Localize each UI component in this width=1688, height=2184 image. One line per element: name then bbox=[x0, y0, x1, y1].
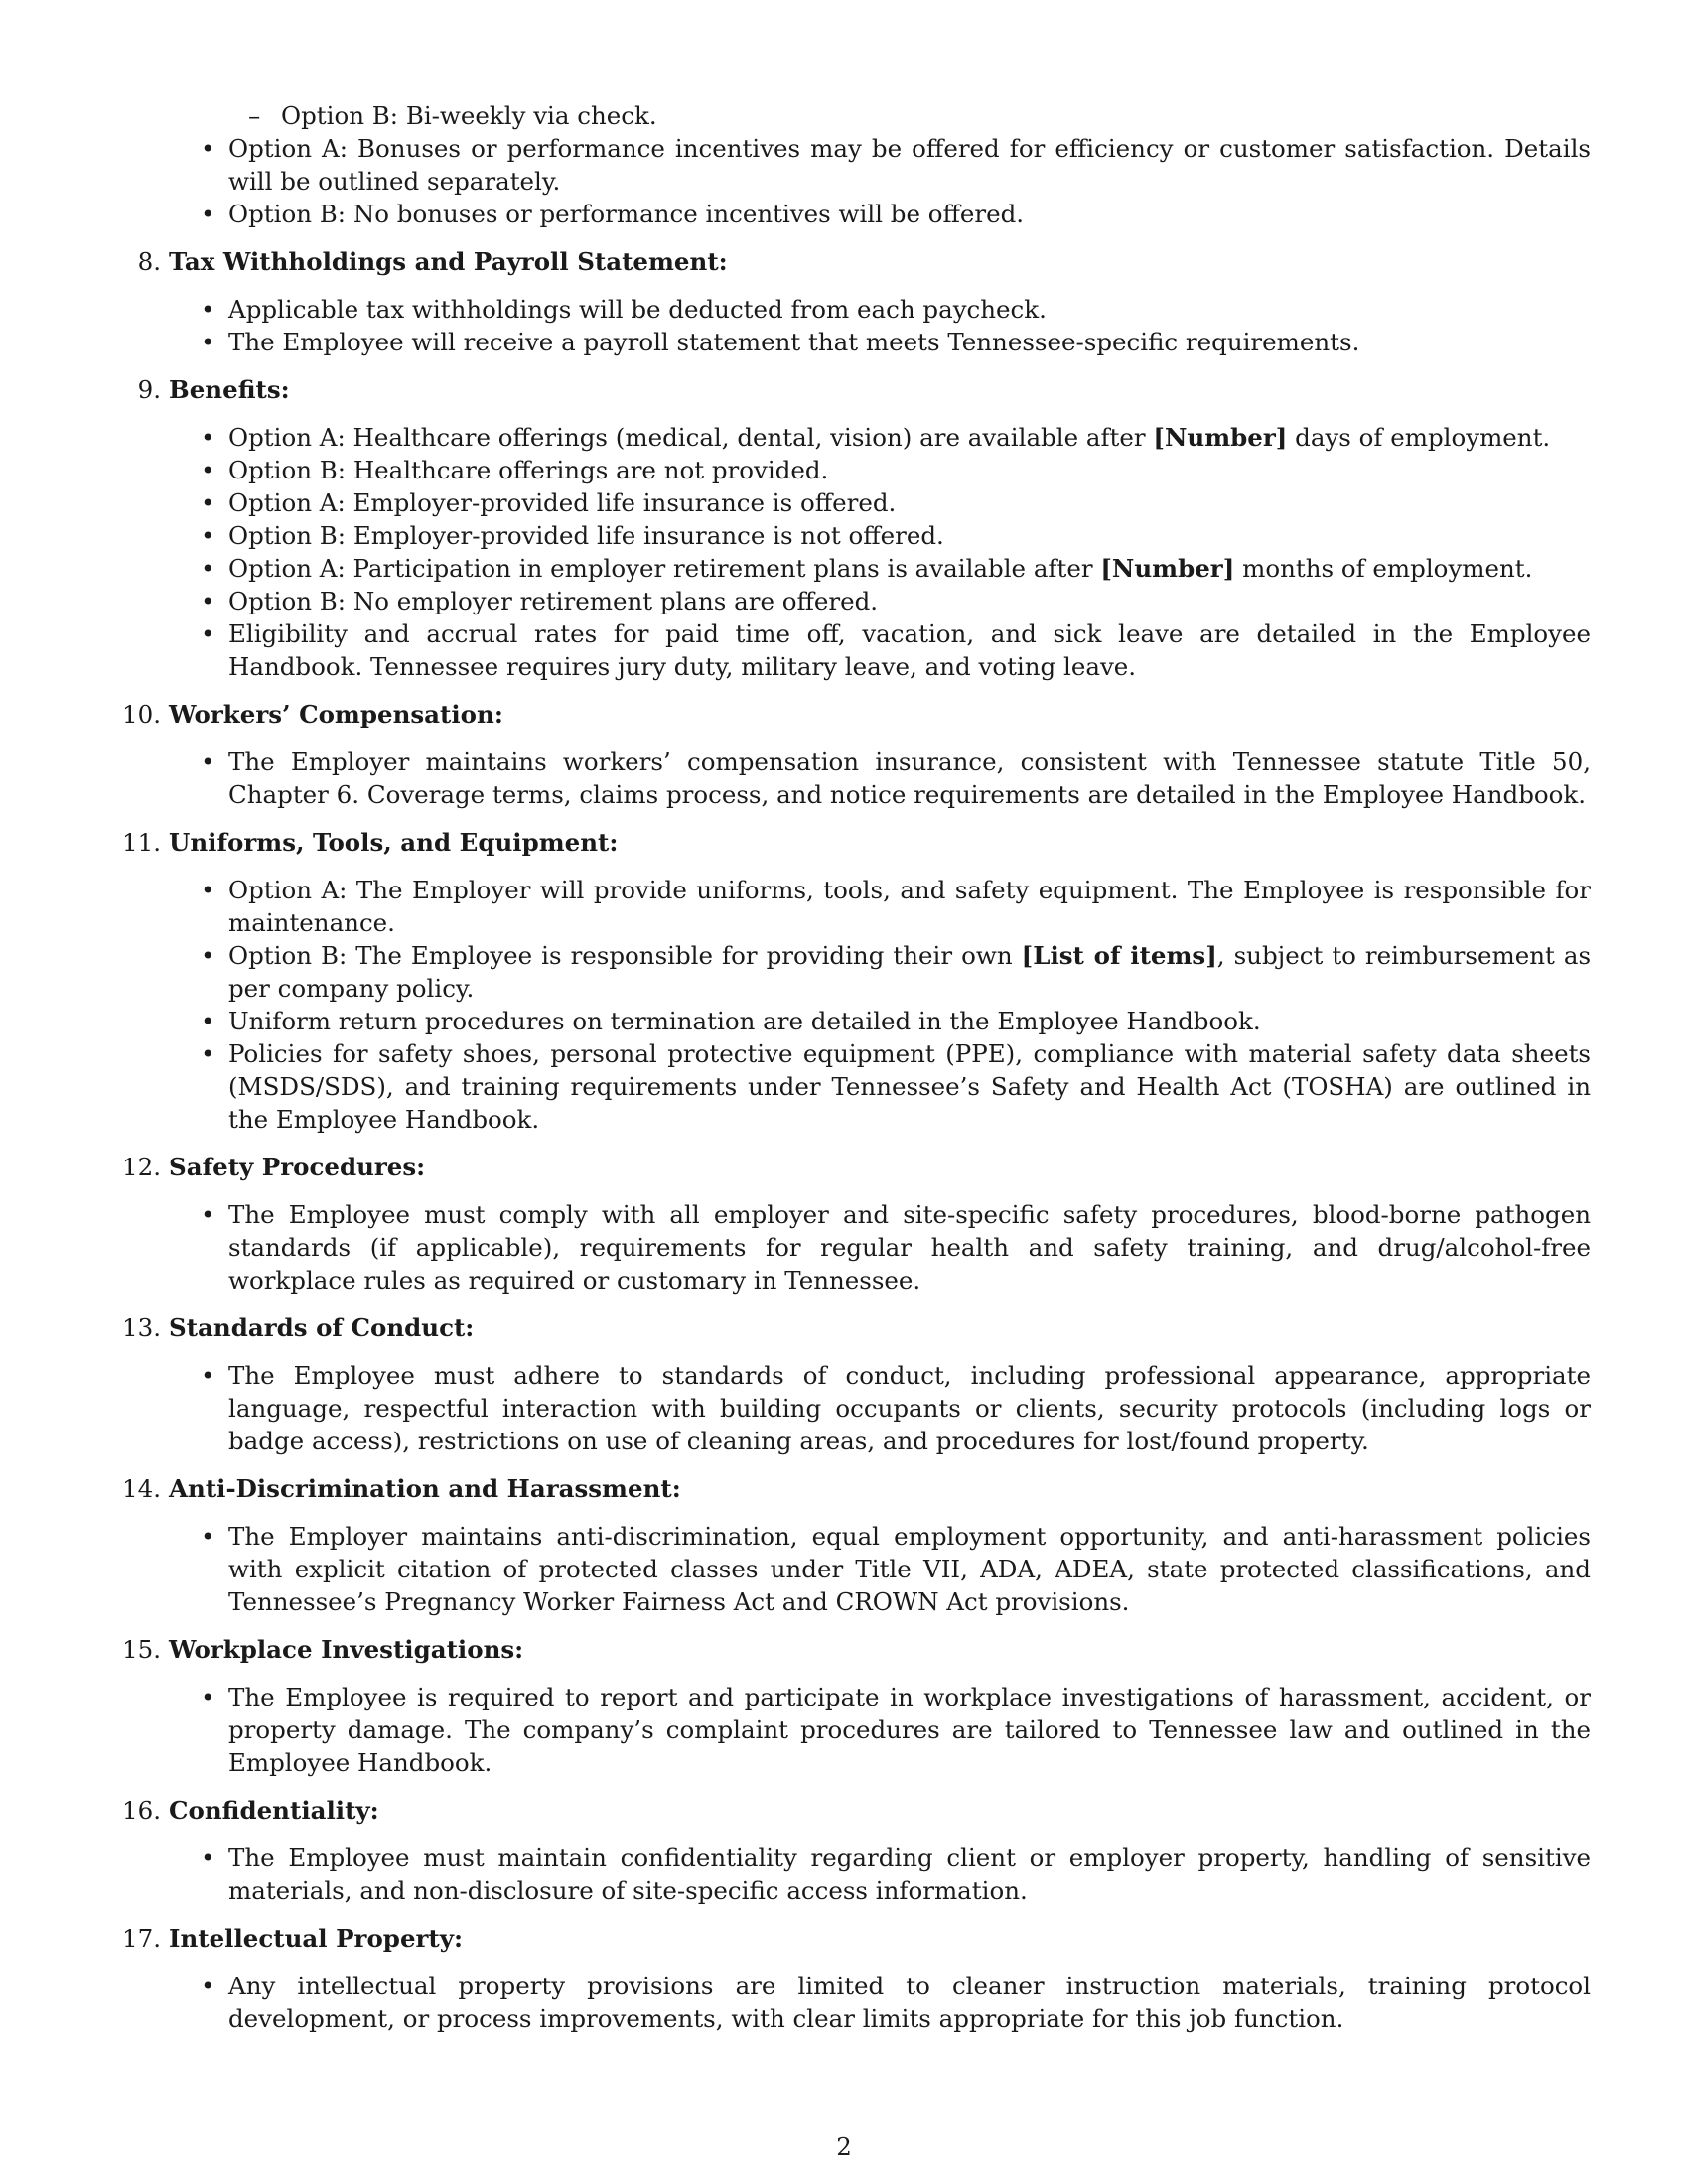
section-heading bbox=[122, 1922, 1591, 1955]
section-bullet-list bbox=[169, 1198, 1591, 1297]
section-number: 14. bbox=[122, 1474, 161, 1503]
placeholder-field: [Number] bbox=[1153, 423, 1288, 452]
dash-item-text: Option B: Bi-weekly via check. bbox=[281, 101, 657, 130]
list-item: • The Employee must comply with all employer and site-specific safety procedures, blood-borne pathogen standards (if applicable), requirements for regular health and safety training, and drug/alcohol-free workplace rules as required or customary in Tennessee. bbox=[169, 1198, 1591, 1297]
section-14 bbox=[122, 1472, 1591, 1618]
dash-list-item bbox=[169, 99, 1591, 132]
section-title: Confidentiality: bbox=[169, 1796, 379, 1825]
section-title: Workplace Investigations: bbox=[169, 1635, 524, 1664]
list-item: • Option B: Healthcare offerings are not provided. bbox=[169, 454, 1591, 486]
list-item-text: Option A: Healthcare offerings (medical, dental, vision) are available after bbox=[228, 423, 1154, 452]
section-bullet-list bbox=[169, 1520, 1591, 1618]
list-item: • Uniform return procedures on termination are detailed in the Employee Handbook. bbox=[169, 1005, 1591, 1037]
section-heading bbox=[122, 1633, 1591, 1666]
section-bullet-list bbox=[169, 746, 1591, 811]
section-title: Anti-Discrimination and Harassment: bbox=[169, 1474, 681, 1503]
section-heading bbox=[122, 1311, 1591, 1344]
list-item: • Any intellectual property provisions are limited to cleaner instruction materials, training protocol development, or process improvements, with clear limits appropriate for this job function. bbox=[169, 1970, 1591, 2035]
list-item bbox=[169, 552, 1591, 585]
section-heading bbox=[122, 1794, 1591, 1827]
section-number: 10. bbox=[122, 700, 161, 729]
list-item-text: , subject to reimbursement as per company policy. bbox=[228, 941, 1592, 1003]
section-8 bbox=[137, 245, 1591, 358]
section-title: Tax Withholdings and Payroll Statement: bbox=[169, 247, 728, 276]
section-title: Standards of Conduct: bbox=[169, 1313, 475, 1342]
section-12 bbox=[122, 1151, 1591, 1297]
section-13 bbox=[122, 1311, 1591, 1457]
dash-marker: – bbox=[248, 101, 261, 130]
list-item: • The Employee will receive a payroll statement that meets Tennessee-specific requirements. bbox=[169, 326, 1591, 358]
list-item: • Policies for safety shoes, personal protective equipment (PPE), compliance with material safety data sheets (MSDS/SDS), and training requirements under Tennessee’s Safety and Health Act (TOSHA) are outlined in the Employee Handbook. bbox=[169, 1037, 1591, 1136]
list-item: • Option B: Employer-provided life insurance is not offered. bbox=[169, 519, 1591, 552]
section-number: 15. bbox=[122, 1635, 161, 1664]
section-bullet-list bbox=[169, 1359, 1591, 1457]
section-number: 12. bbox=[122, 1153, 161, 1181]
section-heading bbox=[122, 1151, 1591, 1183]
section-16 bbox=[122, 1794, 1591, 1907]
section-15 bbox=[122, 1633, 1591, 1779]
placeholder-field: [Number] bbox=[1100, 554, 1235, 583]
section-title: Uniforms, Tools, and Equipment: bbox=[169, 828, 619, 857]
section-bullet-list bbox=[169, 421, 1591, 683]
section-number: 8. bbox=[137, 247, 161, 276]
section-number: 17. bbox=[122, 1924, 161, 1953]
list-item: • Applicable tax withholdings will be deducted from each paycheck. bbox=[169, 293, 1591, 326]
list-item: • Option B: No bonuses or performance incentives will be offered. bbox=[169, 198, 1591, 230]
list-item: • Option A: The Employer will provide uniforms, tools, and safety equipment. The Employee is responsible for maintenance. bbox=[169, 874, 1591, 939]
section-heading bbox=[137, 245, 1591, 278]
section-bullet-list bbox=[169, 874, 1591, 1136]
list-item: • Eligibility and accrual rates for paid time off, vacation, and sick leave are detailed in the Employee Handbook. Tennessee requires jury duty, military leave, and voting leave. bbox=[169, 617, 1591, 683]
list-item: • The Employer maintains workers’ compensation insurance, consistent with Tennessee statute Title 50, Chapter 6. Coverage terms, claims process, and notice requirements are detailed in the Employee Handbook. bbox=[169, 746, 1591, 811]
document-body bbox=[122, 99, 1592, 2035]
section-number: 11. bbox=[122, 828, 161, 857]
section-heading bbox=[122, 826, 1591, 859]
intro-bullet-list bbox=[169, 132, 1591, 230]
placeholder-field: [List of items] bbox=[1021, 941, 1217, 970]
list-item-text: months of employment. bbox=[1234, 554, 1533, 583]
section-heading bbox=[122, 1472, 1591, 1505]
section-title: Workers’ Compensation: bbox=[169, 700, 503, 729]
list-item-text: Option A: Participation in employer retirement plans is available after bbox=[228, 554, 1101, 583]
section-bullet-list bbox=[169, 1970, 1591, 2035]
section-number: 9. bbox=[137, 375, 161, 404]
section-heading bbox=[122, 698, 1591, 731]
section-10 bbox=[122, 698, 1591, 811]
list-item-text: days of employment. bbox=[1287, 423, 1551, 452]
list-item: • The Employee is required to report and participate in workplace investigations of harassment, accident, or property damage. The company’s complaint procedures are tailored to Tennessee law and outlined in the Employee Handbook. bbox=[169, 1681, 1591, 1779]
list-item: • Option A: Employer-provided life insurance is offered. bbox=[169, 486, 1591, 519]
list-item: • The Employee must maintain confidentiality regarding client or employer property, handling of sensitive materials, and non-disclosure of site-specific access information. bbox=[169, 1842, 1591, 1907]
list-item: • The Employer maintains anti-discrimination, equal employment opportunity, and anti-harassment policies with explicit citation of protected classes under Title VII, ADA, ADEA, state protected classifications, and Tennessee’s Pregnancy Worker Fairness Act and CROWN Act provisions. bbox=[169, 1520, 1591, 1618]
section-bullet-list bbox=[169, 1842, 1591, 1907]
section-title: Safety Procedures: bbox=[169, 1153, 426, 1181]
section-bullet-list bbox=[169, 1681, 1591, 1779]
list-item-text: Option B: The Employee is responsible for providing their own bbox=[228, 941, 1022, 970]
section-number: 16. bbox=[122, 1796, 161, 1825]
section-11 bbox=[122, 826, 1592, 1136]
section-bullet-list bbox=[169, 293, 1591, 358]
list-item bbox=[169, 421, 1591, 454]
list-item: • The Employee must adhere to standards of conduct, including professional appearance, appropriate language, respectful interaction with building occupants or clients, security protocols (including logs or badge access), restrictions on use of cleaning areas, and procedures for lost/found property. bbox=[169, 1359, 1591, 1457]
page-number: 2 bbox=[836, 2132, 852, 2161]
section-number: 13. bbox=[122, 1313, 161, 1342]
section-17 bbox=[122, 1922, 1591, 2035]
list-item: • Option B: No employer retirement plans are offered. bbox=[169, 585, 1591, 617]
section-title: Benefits: bbox=[169, 375, 290, 404]
section-9 bbox=[137, 373, 1591, 683]
section-heading bbox=[137, 373, 1591, 406]
list-item bbox=[169, 939, 1591, 1005]
section-title: Intellectual Property: bbox=[169, 1924, 464, 1953]
list-item: • Option A: Bonuses or performance incentives may be offered for efficiency or customer satisfaction. Details will be outlined separately. bbox=[169, 132, 1591, 198]
